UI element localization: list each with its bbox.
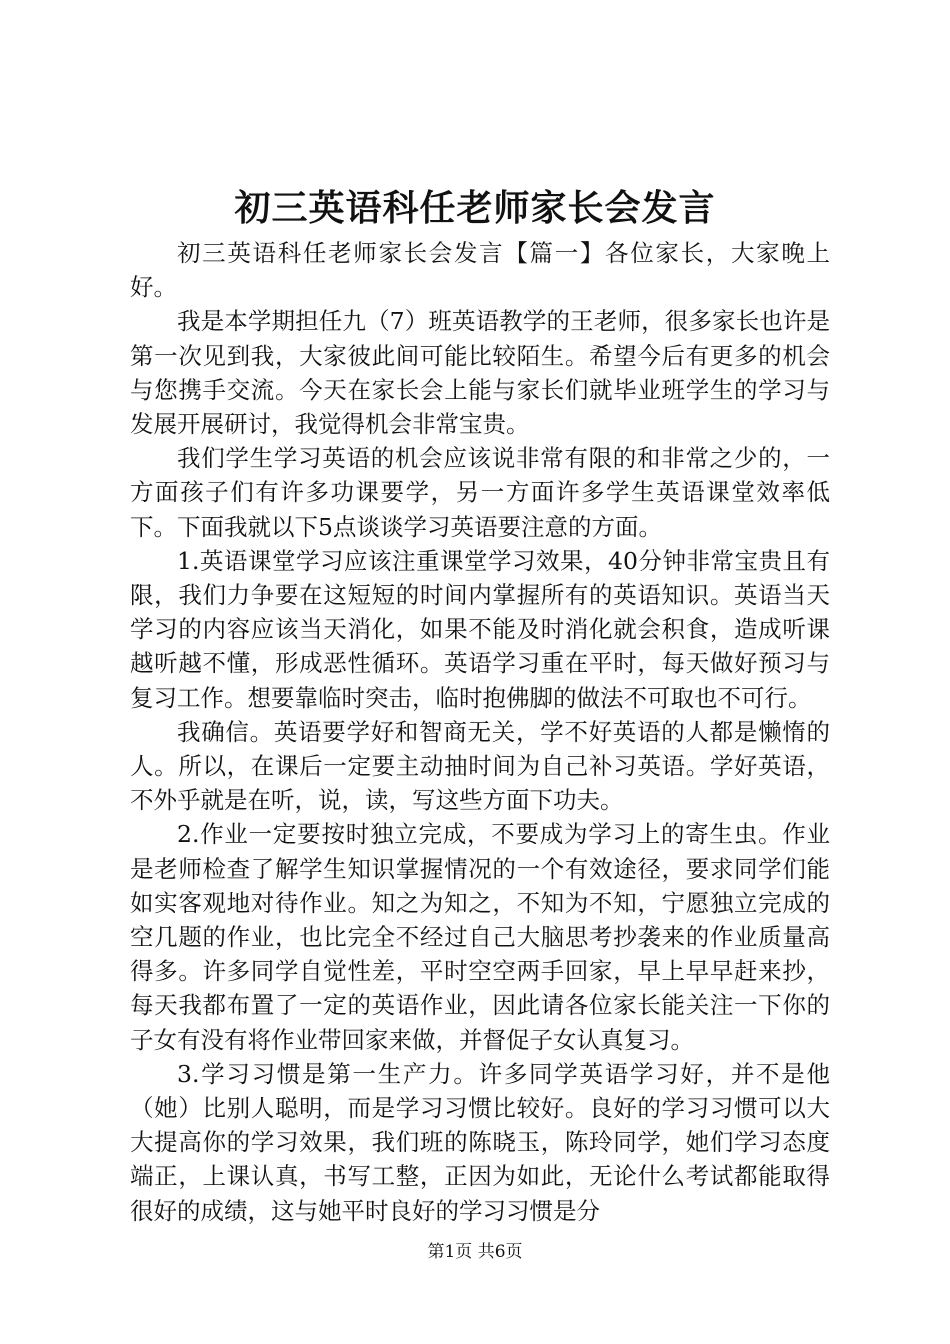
paragraph: 我是本学期担任九（7）班英语教学的王老师，很多家长也许是第一次见到我，大家彼此间可能比较陌生。希望今后有更多的机会与您携手交流。今天在家长会上能与家长们就毕业班学生的学习与发展开展研讨，我觉得机会非常宝贵。: [130, 307, 830, 439]
document-title: 初三英语科任老师家长会发言: [234, 187, 716, 229]
paragraph: 我们学生学习英语的机会应该说非常有限的和非常之少的，一方面孩子们有许多功课要学，另一方面许多学生英语课堂效率低下。下面我就以下5点谈谈学习英语要注意的方面。: [130, 444, 830, 541]
paragraph: 我确信。英语要学好和智商无关，学不好英语的人都是懒惰的人。所以，在课后一定要主动抽时间为自己补习英语。学好英语，不外乎就是在听，说，读，写这些方面下功夫。: [130, 717, 830, 815]
paragraph: 1.英语课堂学习应该注重课堂学习效果，40分钟非常宝贵且有限，我们力争要在这短短的时间内掌握所有的英语知识。英语当天学习的内容应该当天消化，如果不能及时消化就会积食，造成听课越听越不懂，形成恶性循环。英语学习重在平时，每天做好预习与复习工作。想要靠临时突击，临时抱佛脚的做法不可取也不可行。: [130, 546, 830, 712]
paragraph: 3.学习习惯是第一生产力。许多同学英语学习好，并不是他（她）比别人聪明，而是学习习惯比较好。良好的学习习惯可以大大提高你的学习效果，我们班的陈晓玉，陈玲同学，她们学习态度端正，上课认真，书写工整，正因为如此，无论什么考试都能取得很好的成绩，这与她平时良好的学习习惯是分: [130, 1059, 830, 1225]
paragraph: 2.作业一定要按时独立完成，不要成为学习上的寄生虫。作业是老师检查了解学生知识掌握情况的一个有效途径，要求同学们能如实客观地对待作业。知之为知之，不知为不知，宁愿独立完成的空几题的作业，也比完全不经过自己大脑思考抄袭来的作业质量高得多。许多同学自觉性差，平时空空两手回家，早上早早赶来抄，每天我都布置了一定的英语作业，因此请各位家长能关注一下你的子女有没有将作业带回家来做，并督促子女认真复习。: [130, 820, 830, 1054]
page-number-footer: 第1页 共6页: [427, 1242, 523, 1262]
paragraph: 初三英语科任老师家长会发言【篇一】各位家长，大家晚上好。: [130, 239, 830, 302]
document-body: [130, 236, 830, 1228]
